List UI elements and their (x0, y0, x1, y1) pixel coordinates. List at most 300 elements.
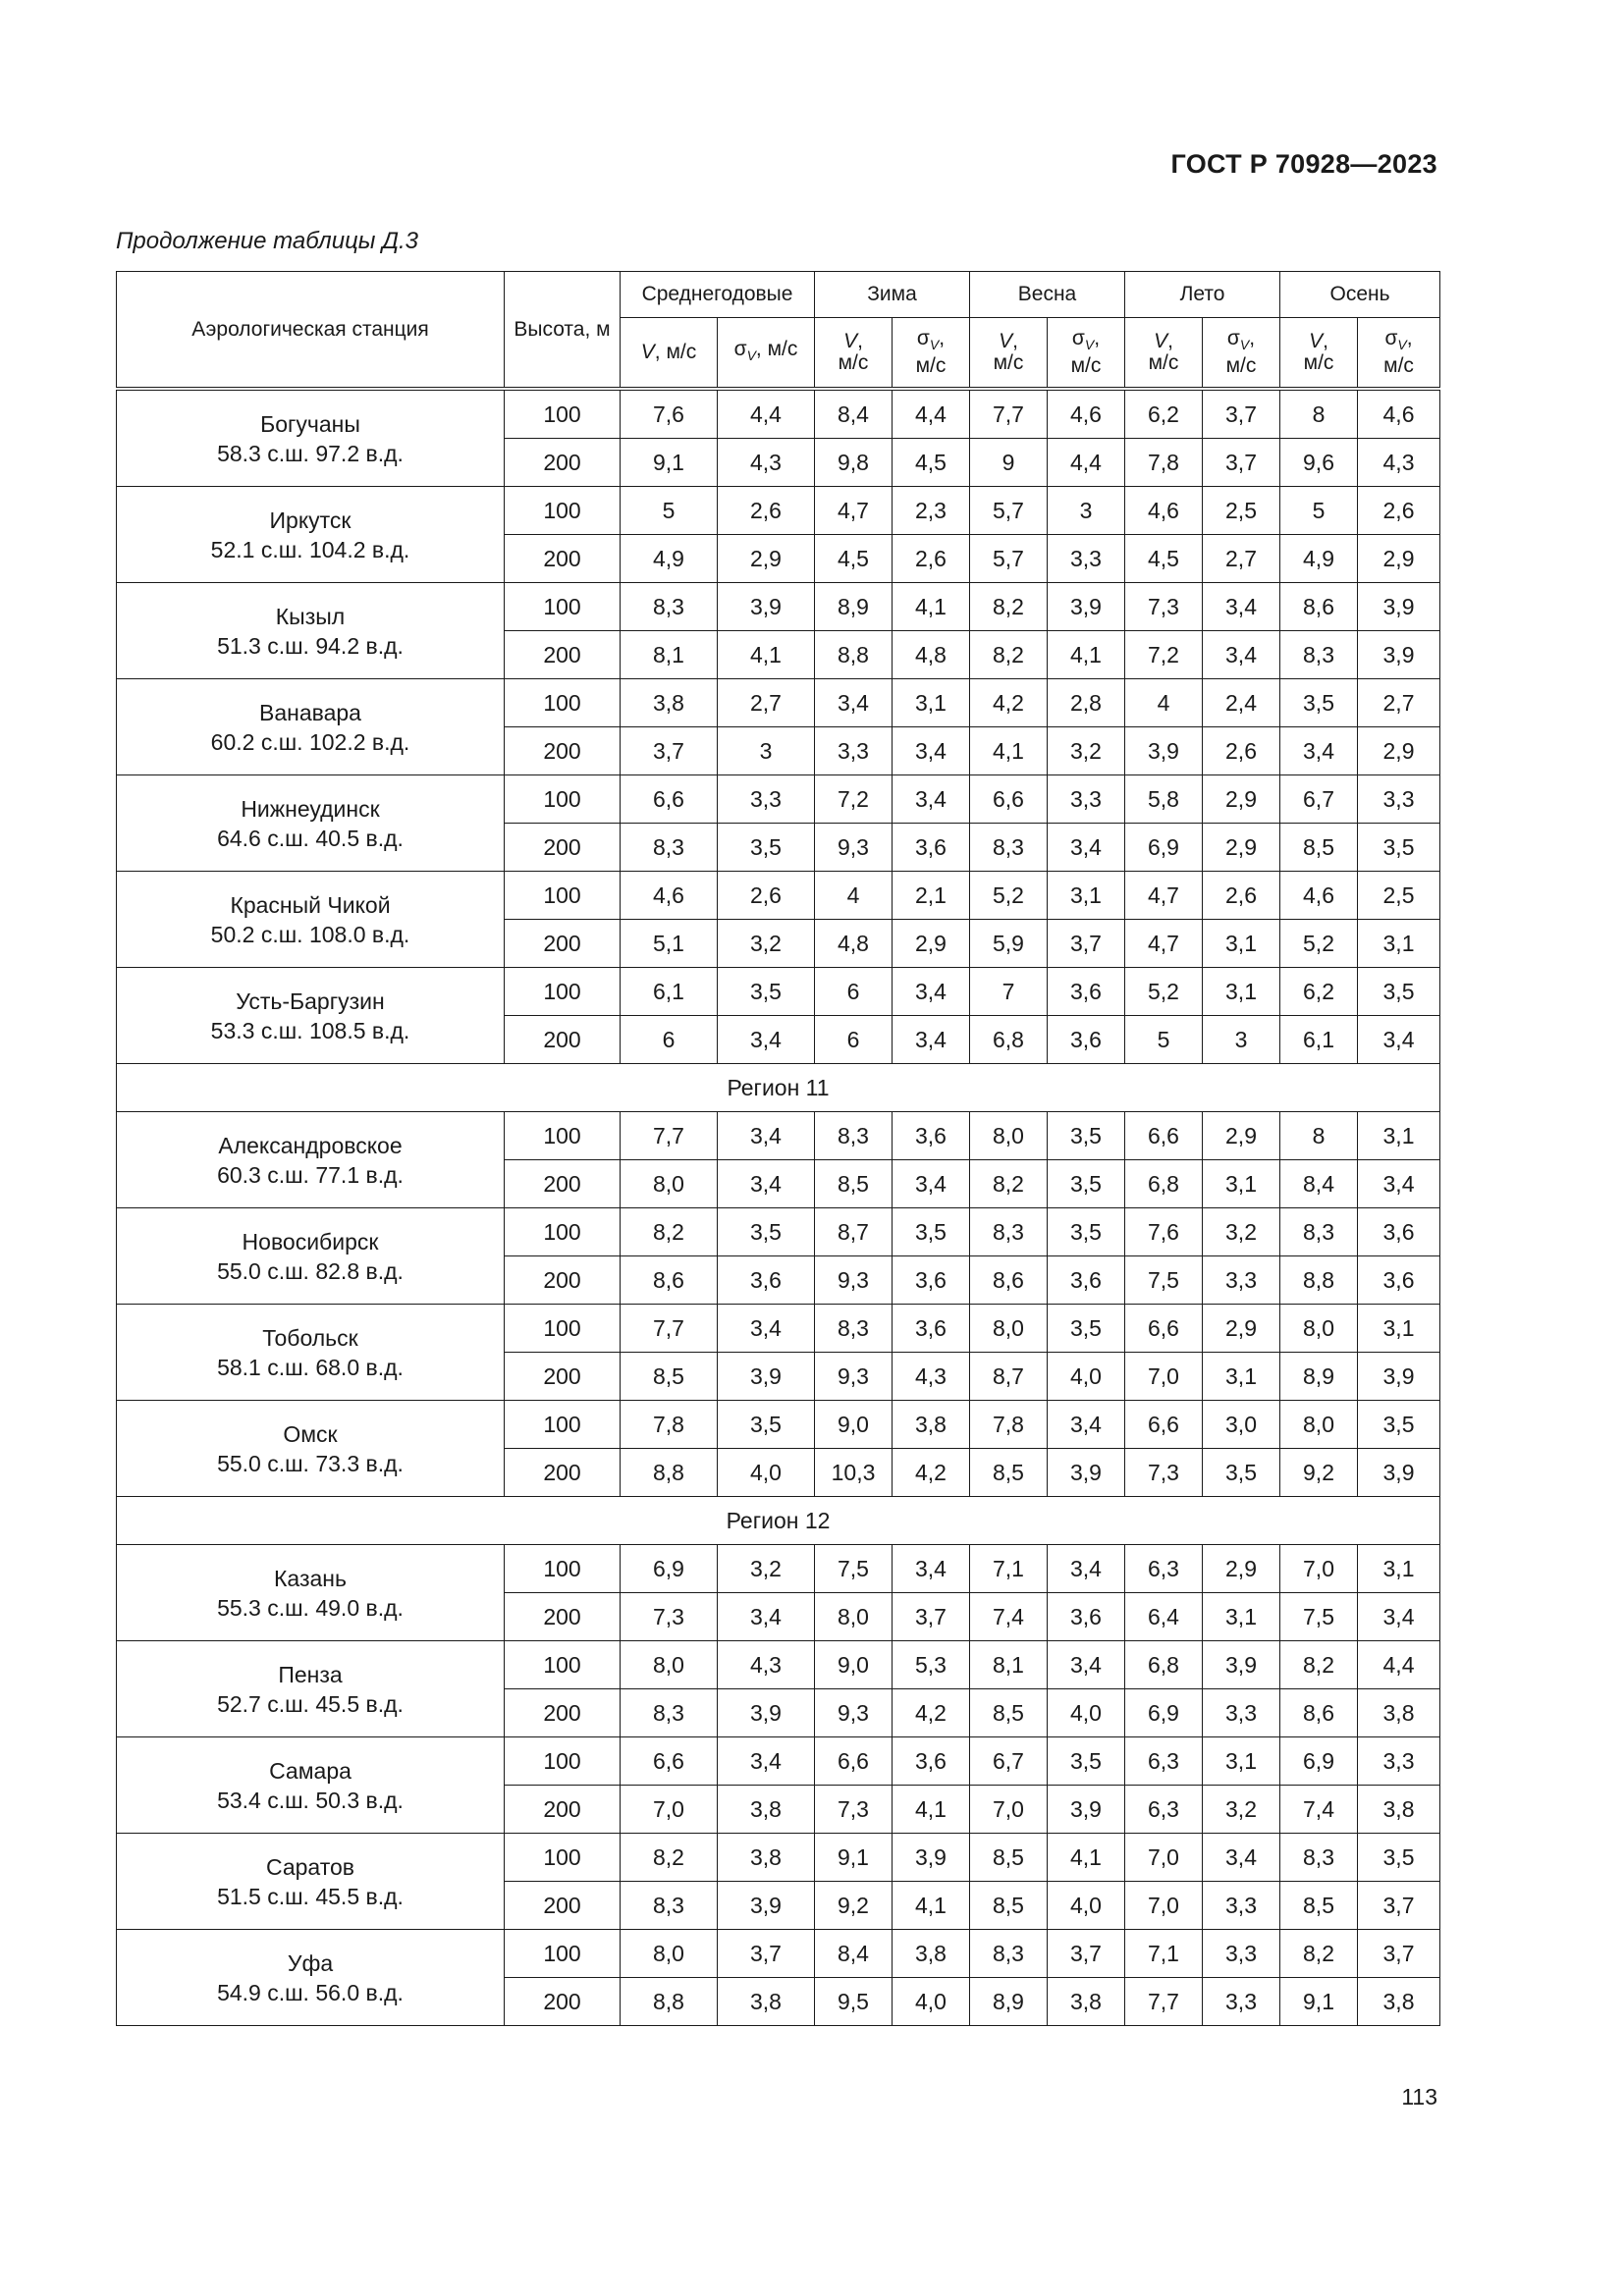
value-cell: 8,3 (1280, 1834, 1358, 1882)
value-cell: 2,5 (1203, 487, 1280, 535)
value-cell: 9,1 (621, 439, 718, 487)
table-row (117, 1305, 1440, 1353)
value-cell: 6,6 (1125, 1305, 1203, 1353)
height-cell: 200 (505, 1016, 621, 1064)
value-cell: 7,1 (970, 1545, 1048, 1593)
value-cell: 4,4 (718, 389, 815, 439)
value-cell: 9,2 (815, 1882, 893, 1930)
value-cell: 6,6 (815, 1737, 893, 1786)
data-table (116, 271, 1440, 2026)
value-cell: 3,7 (1358, 1930, 1440, 1978)
station-cell (117, 1930, 505, 2026)
value-cell: 3,9 (1358, 583, 1440, 631)
value-cell: 8,2 (970, 631, 1048, 679)
table-row (117, 1208, 1440, 1256)
region-row (117, 1064, 1440, 1112)
value-cell: 3,5 (1048, 1737, 1125, 1786)
station-name: Новосибирск (242, 1228, 379, 1255)
value-cell: 8,4 (815, 389, 893, 439)
value-cell: 3,5 (718, 1208, 815, 1256)
value-cell: 3,8 (893, 1930, 970, 1978)
value-cell: 7,6 (621, 389, 718, 439)
station-name: Кызыл (275, 603, 346, 629)
value-cell: 8,1 (621, 631, 718, 679)
value-cell: 6,6 (621, 1737, 718, 1786)
value-cell: 7 (970, 968, 1048, 1016)
value-cell: 7,5 (815, 1545, 893, 1593)
value-cell: 7,3 (1125, 1449, 1203, 1497)
value-cell: 6,8 (970, 1016, 1048, 1064)
value-cell: 3,5 (1048, 1305, 1125, 1353)
table-row (117, 583, 1440, 631)
value-cell: 3,2 (718, 1545, 815, 1593)
height-cell: 200 (505, 920, 621, 968)
value-cell: 3,9 (1358, 1449, 1440, 1497)
value-cell: 4,7 (1125, 920, 1203, 968)
value-cell: 9,0 (815, 1401, 893, 1449)
value-cell: 2,3 (893, 487, 970, 535)
value-cell: 2,9 (1203, 824, 1280, 872)
value-cell: 4,0 (718, 1449, 815, 1497)
station-coords: 55.0 с.ш. 82.8 в.д. (217, 1257, 404, 1284)
value-cell: 8,3 (815, 1112, 893, 1160)
table-row (117, 1737, 1440, 1786)
value-cell: 2,6 (718, 487, 815, 535)
value-cell: 3,4 (1358, 1593, 1440, 1641)
value-cell: 3,5 (718, 968, 815, 1016)
value-cell: 3,5 (1358, 1401, 1440, 1449)
value-cell: 5 (1125, 1016, 1203, 1064)
value-cell: 4,3 (718, 1641, 815, 1689)
header-station: Аэрологическая станция (117, 272, 505, 390)
value-cell: 2,6 (893, 535, 970, 583)
station-cell (117, 1112, 505, 1208)
value-cell: 7,0 (1125, 1353, 1203, 1401)
header-height (505, 272, 621, 390)
value-cell: 3,9 (1358, 1353, 1440, 1401)
value-cell: 3,4 (893, 1545, 970, 1593)
value-cell: 3,7 (1048, 920, 1125, 968)
value-cell: 8,5 (970, 1689, 1048, 1737)
subheader-v-3: V, м/с (1125, 318, 1203, 390)
station-cell (117, 775, 505, 872)
header-height-label: Высота, м (514, 317, 611, 341)
value-cell: 4,4 (1358, 1641, 1440, 1689)
value-cell: 8,5 (621, 1353, 718, 1401)
value-cell: 3,9 (1048, 1786, 1125, 1834)
subheader-v-4: V, м/с (1280, 318, 1358, 390)
value-cell: 6,3 (1125, 1786, 1203, 1834)
header-group-autumn: Осень (1280, 272, 1440, 318)
value-cell: 4,5 (815, 535, 893, 583)
value-cell: 3,4 (1280, 727, 1358, 775)
value-cell: 3,4 (893, 1160, 970, 1208)
value-cell: 8,5 (970, 1882, 1048, 1930)
subheader-v-1: V, м/с (815, 318, 893, 390)
value-cell: 6,9 (1125, 824, 1203, 872)
height-cell: 200 (505, 1593, 621, 1641)
value-cell: 8,3 (1280, 1208, 1358, 1256)
station-cell (117, 487, 505, 583)
value-cell: 3,7 (1203, 439, 1280, 487)
value-cell: 7,4 (970, 1593, 1048, 1641)
station-cell (117, 1834, 505, 1930)
value-cell: 5,1 (621, 920, 718, 968)
value-cell: 2,9 (1203, 1545, 1280, 1593)
value-cell: 9,3 (815, 1353, 893, 1401)
value-cell: 8,0 (970, 1112, 1048, 1160)
value-cell: 4,3 (718, 439, 815, 487)
value-cell: 2,6 (718, 872, 815, 920)
value-cell: 3,4 (893, 727, 970, 775)
value-cell: 4,0 (1048, 1882, 1125, 1930)
value-cell: 3,1 (1358, 1305, 1440, 1353)
height-cell: 100 (505, 1930, 621, 1978)
table-row (117, 872, 1440, 920)
value-cell: 3,4 (718, 1593, 815, 1641)
value-cell: 8,2 (1280, 1641, 1358, 1689)
value-cell: 4 (815, 872, 893, 920)
station-cell (117, 389, 505, 487)
station-coords: 51.5 с.ш. 45.5 в.д. (217, 1883, 404, 1909)
value-cell: 3,3 (1048, 535, 1125, 583)
value-cell: 3,9 (1125, 727, 1203, 775)
value-cell: 3,2 (718, 920, 815, 968)
value-cell: 8,6 (970, 1256, 1048, 1305)
value-cell: 3,1 (1203, 1353, 1280, 1401)
value-cell: 3,1 (1358, 920, 1440, 968)
value-cell: 7,8 (1125, 439, 1203, 487)
value-cell: 3,6 (1358, 1208, 1440, 1256)
value-cell: 8,5 (970, 1449, 1048, 1497)
value-cell: 2,9 (1203, 775, 1280, 824)
value-cell: 3,4 (893, 968, 970, 1016)
region-label: Регион 11 (117, 1064, 1440, 1112)
value-cell: 6,8 (1125, 1641, 1203, 1689)
value-cell: 9,0 (815, 1641, 893, 1689)
value-cell: 10,3 (815, 1449, 893, 1497)
value-cell: 8,3 (970, 1208, 1048, 1256)
value-cell: 7,5 (1125, 1256, 1203, 1305)
height-cell: 100 (505, 1834, 621, 1882)
value-cell: 6,6 (1125, 1401, 1203, 1449)
value-cell: 8,2 (621, 1834, 718, 1882)
value-cell: 3,4 (893, 1016, 970, 1064)
value-cell: 7,0 (970, 1786, 1048, 1834)
value-cell: 7,1 (1125, 1930, 1203, 1978)
height-cell: 100 (505, 679, 621, 727)
value-cell: 2,9 (1358, 535, 1440, 583)
value-cell: 4,1 (893, 1882, 970, 1930)
value-cell: 3,1 (1203, 1160, 1280, 1208)
value-cell: 8,0 (1280, 1305, 1358, 1353)
value-cell: 5,2 (1125, 968, 1203, 1016)
height-cell: 200 (505, 1978, 621, 2026)
station-cell (117, 1401, 505, 1497)
table-row (117, 1834, 1440, 1882)
value-cell: 7,7 (970, 389, 1048, 439)
value-cell: 3,9 (893, 1834, 970, 1882)
height-cell: 100 (505, 1401, 621, 1449)
page-number: 113 (1401, 2084, 1437, 2109)
value-cell: 4,2 (893, 1689, 970, 1737)
value-cell: 3,7 (1358, 1882, 1440, 1930)
value-cell: 6,9 (1125, 1689, 1203, 1737)
value-cell: 5,3 (893, 1641, 970, 1689)
value-cell: 8,6 (1280, 1689, 1358, 1737)
station-coords: 52.1 с.ш. 104.2 в.д. (210, 536, 410, 562)
value-cell: 8 (1280, 389, 1358, 439)
table-body (117, 389, 1440, 2026)
value-cell: 8,3 (970, 1930, 1048, 1978)
value-cell: 3,9 (718, 1882, 815, 1930)
value-cell: 2,1 (893, 872, 970, 920)
value-cell: 2,9 (1203, 1305, 1280, 1353)
value-cell: 6,7 (970, 1737, 1048, 1786)
value-cell: 3,0 (1203, 1401, 1280, 1449)
value-cell: 2,6 (1203, 727, 1280, 775)
value-cell: 2,9 (1203, 1112, 1280, 1160)
table-row (117, 1641, 1440, 1689)
value-cell: 3,4 (718, 1305, 815, 1353)
value-cell: 5,9 (970, 920, 1048, 968)
value-cell: 3,8 (621, 679, 718, 727)
value-cell: 3,7 (893, 1593, 970, 1641)
value-cell: 4,6 (621, 872, 718, 920)
height-cell: 200 (505, 1160, 621, 1208)
station-name: Самара (269, 1757, 352, 1784)
value-cell: 7,3 (621, 1593, 718, 1641)
value-cell: 3 (718, 727, 815, 775)
value-cell: 3,4 (1048, 1641, 1125, 1689)
height-cell: 200 (505, 824, 621, 872)
value-cell: 3,4 (1048, 1401, 1125, 1449)
value-cell: 6 (815, 968, 893, 1016)
value-cell: 7,7 (621, 1305, 718, 1353)
value-cell: 4 (1125, 679, 1203, 727)
value-cell: 8,3 (621, 1689, 718, 1737)
height-cell: 100 (505, 1641, 621, 1689)
value-cell: 7,0 (1125, 1882, 1203, 1930)
value-cell: 3,5 (1048, 1160, 1125, 1208)
value-cell: 2,8 (1048, 679, 1125, 727)
value-cell: 3,5 (1048, 1208, 1125, 1256)
table-row (117, 1401, 1440, 1449)
value-cell: 3,7 (1048, 1930, 1125, 1978)
station-name: Красный Чикой (230, 891, 391, 918)
value-cell: 8,9 (815, 583, 893, 631)
value-cell: 3,6 (1048, 968, 1125, 1016)
value-cell: 7,2 (815, 775, 893, 824)
value-cell: 3,1 (893, 679, 970, 727)
station-cell (117, 583, 505, 679)
value-cell: 6,6 (621, 775, 718, 824)
value-cell: 9,1 (815, 1834, 893, 1882)
value-cell: 7,7 (1125, 1978, 1203, 2026)
header-group-winter: Зима (815, 272, 970, 318)
station-coords: 54.9 с.ш. 56.0 в.д. (217, 1979, 404, 2005)
station-name: Александровское (218, 1132, 403, 1158)
station-coords: 52.7 с.ш. 45.5 в.д. (217, 1690, 404, 1717)
value-cell: 6,8 (1125, 1160, 1203, 1208)
value-cell: 6,2 (1280, 968, 1358, 1016)
value-cell: 3,1 (1203, 1737, 1280, 1786)
value-cell: 7,6 (1125, 1208, 1203, 1256)
value-cell: 3,7 (621, 727, 718, 775)
value-cell: 3,9 (1048, 583, 1125, 631)
value-cell: 2,7 (1203, 535, 1280, 583)
value-cell: 4,4 (1048, 439, 1125, 487)
value-cell: 3,3 (815, 727, 893, 775)
table-caption: Продолжение таблицы Д.3 (116, 228, 419, 254)
height-cell: 200 (505, 727, 621, 775)
height-cell: 100 (505, 775, 621, 824)
subheader-v-0: V, м/с (621, 318, 718, 390)
value-cell: 3,4 (815, 679, 893, 727)
value-cell: 6,2 (1125, 389, 1203, 439)
value-cell: 3,6 (1048, 1256, 1125, 1305)
value-cell: 7,0 (1125, 1834, 1203, 1882)
value-cell: 8,3 (621, 583, 718, 631)
value-cell: 3,3 (1048, 775, 1125, 824)
value-cell: 4,1 (1048, 1834, 1125, 1882)
height-cell: 200 (505, 439, 621, 487)
value-cell: 3,5 (1048, 1112, 1125, 1160)
height-cell: 200 (505, 1882, 621, 1930)
height-cell: 100 (505, 583, 621, 631)
value-cell: 2,4 (1203, 679, 1280, 727)
value-cell: 3,9 (1048, 1449, 1125, 1497)
value-cell: 6,9 (1280, 1737, 1358, 1786)
station-name: Казань (274, 1565, 347, 1591)
value-cell: 8,3 (1280, 631, 1358, 679)
value-cell: 8,2 (621, 1208, 718, 1256)
height-cell: 100 (505, 1112, 621, 1160)
value-cell: 8,3 (970, 824, 1048, 872)
value-cell: 8,0 (621, 1930, 718, 1978)
station-cell (117, 1641, 505, 1737)
value-cell: 8,9 (1280, 1353, 1358, 1401)
value-cell: 4,0 (1048, 1689, 1125, 1737)
value-cell: 8,2 (1280, 1930, 1358, 1978)
station-coords: 58.3 с.ш. 97.2 в.д. (217, 440, 404, 466)
value-cell: 9,3 (815, 1256, 893, 1305)
value-cell: 3,6 (1358, 1256, 1440, 1305)
value-cell: 3,7 (1203, 389, 1280, 439)
subheader-sigma-3: $\sigma_V$, м/с (1203, 318, 1280, 390)
station-cell (117, 1545, 505, 1641)
station-coords: 60.2 с.ш. 102.2 в.д. (210, 728, 410, 755)
region-label: Регион 12 (117, 1497, 1440, 1545)
value-cell: 9,1 (1280, 1978, 1358, 2026)
value-cell: 3,3 (1203, 1256, 1280, 1305)
value-cell: 6 (815, 1016, 893, 1064)
value-cell: 3,5 (1203, 1449, 1280, 1497)
value-cell: 9,5 (815, 1978, 893, 2026)
value-cell: 7,5 (1280, 1593, 1358, 1641)
value-cell: 5,7 (970, 487, 1048, 535)
header-group-spring: Весна (970, 272, 1125, 318)
value-cell: 3,4 (1203, 583, 1280, 631)
value-cell: 8,2 (970, 1160, 1048, 1208)
value-cell: 3,1 (1048, 872, 1125, 920)
value-cell: 2,9 (893, 920, 970, 968)
value-cell: 7,4 (1280, 1786, 1358, 1834)
value-cell: 4,1 (1048, 631, 1125, 679)
value-cell: 4,6 (1280, 872, 1358, 920)
value-cell: 6,1 (1280, 1016, 1358, 1064)
value-cell: 3,3 (1358, 1737, 1440, 1786)
value-cell: 3,6 (893, 1737, 970, 1786)
value-cell: 8,3 (621, 1882, 718, 1930)
value-cell: 3,4 (1048, 1545, 1125, 1593)
value-cell: 4,7 (1125, 872, 1203, 920)
station-name: Ванавара (259, 699, 361, 725)
value-cell: 2,6 (1358, 487, 1440, 535)
value-cell: 3,5 (718, 824, 815, 872)
value-cell: 3,2 (1203, 1208, 1280, 1256)
value-cell: 2,7 (718, 679, 815, 727)
value-cell: 8,0 (1280, 1401, 1358, 1449)
station-coords: 53.3 с.ш. 108.5 в.д. (210, 1017, 410, 1043)
value-cell: 4,4 (893, 389, 970, 439)
value-cell: 3,8 (1358, 1786, 1440, 1834)
value-cell: 4,8 (893, 631, 970, 679)
value-cell: 9,3 (815, 824, 893, 872)
value-cell: 7,0 (621, 1786, 718, 1834)
value-cell: 8,3 (621, 824, 718, 872)
value-cell: 3,4 (893, 775, 970, 824)
table-row (117, 1545, 1440, 1593)
value-cell: 8,3 (815, 1305, 893, 1353)
value-cell: 3,9 (1203, 1641, 1280, 1689)
value-cell: 3,4 (1203, 1834, 1280, 1882)
station-coords: 58.1 с.ш. 68.0 в.д. (217, 1354, 404, 1380)
value-cell: 4,6 (1125, 487, 1203, 535)
value-cell: 3,8 (1358, 1978, 1440, 2026)
station-cell (117, 968, 505, 1064)
value-cell: 3,6 (893, 1256, 970, 1305)
subheader-sigma-4: $\sigma_V$, м/с (1358, 318, 1440, 390)
value-cell: 3,3 (1358, 775, 1440, 824)
value-cell: 3,5 (1358, 1834, 1440, 1882)
value-cell: 6,3 (1125, 1737, 1203, 1786)
value-cell: 8,0 (621, 1641, 718, 1689)
height-cell: 100 (505, 1545, 621, 1593)
subheader-sigma-2: $\sigma_V$, м/с (1048, 318, 1125, 390)
value-cell: 8,8 (621, 1978, 718, 2026)
value-cell: 7,0 (1280, 1545, 1358, 1593)
value-cell: 2,5 (1358, 872, 1440, 920)
station-name: Усть-Баргузин (236, 988, 385, 1014)
value-cell: 5,7 (970, 535, 1048, 583)
height-cell: 100 (505, 872, 621, 920)
value-cell: 3,4 (1358, 1016, 1440, 1064)
value-cell: 3,1 (1358, 1112, 1440, 1160)
height-cell: 100 (505, 1305, 621, 1353)
value-cell: 8,0 (621, 1160, 718, 1208)
value-cell: 4,5 (893, 439, 970, 487)
value-cell: 7,8 (621, 1401, 718, 1449)
value-cell: 3 (1203, 1016, 1280, 1064)
table-row (117, 487, 1440, 535)
value-cell: 9,3 (815, 1689, 893, 1737)
value-cell: 7,2 (1125, 631, 1203, 679)
value-cell: 8,6 (621, 1256, 718, 1305)
value-cell: 3,9 (718, 583, 815, 631)
height-cell: 200 (505, 1689, 621, 1737)
station-name: Пенза (278, 1661, 343, 1687)
